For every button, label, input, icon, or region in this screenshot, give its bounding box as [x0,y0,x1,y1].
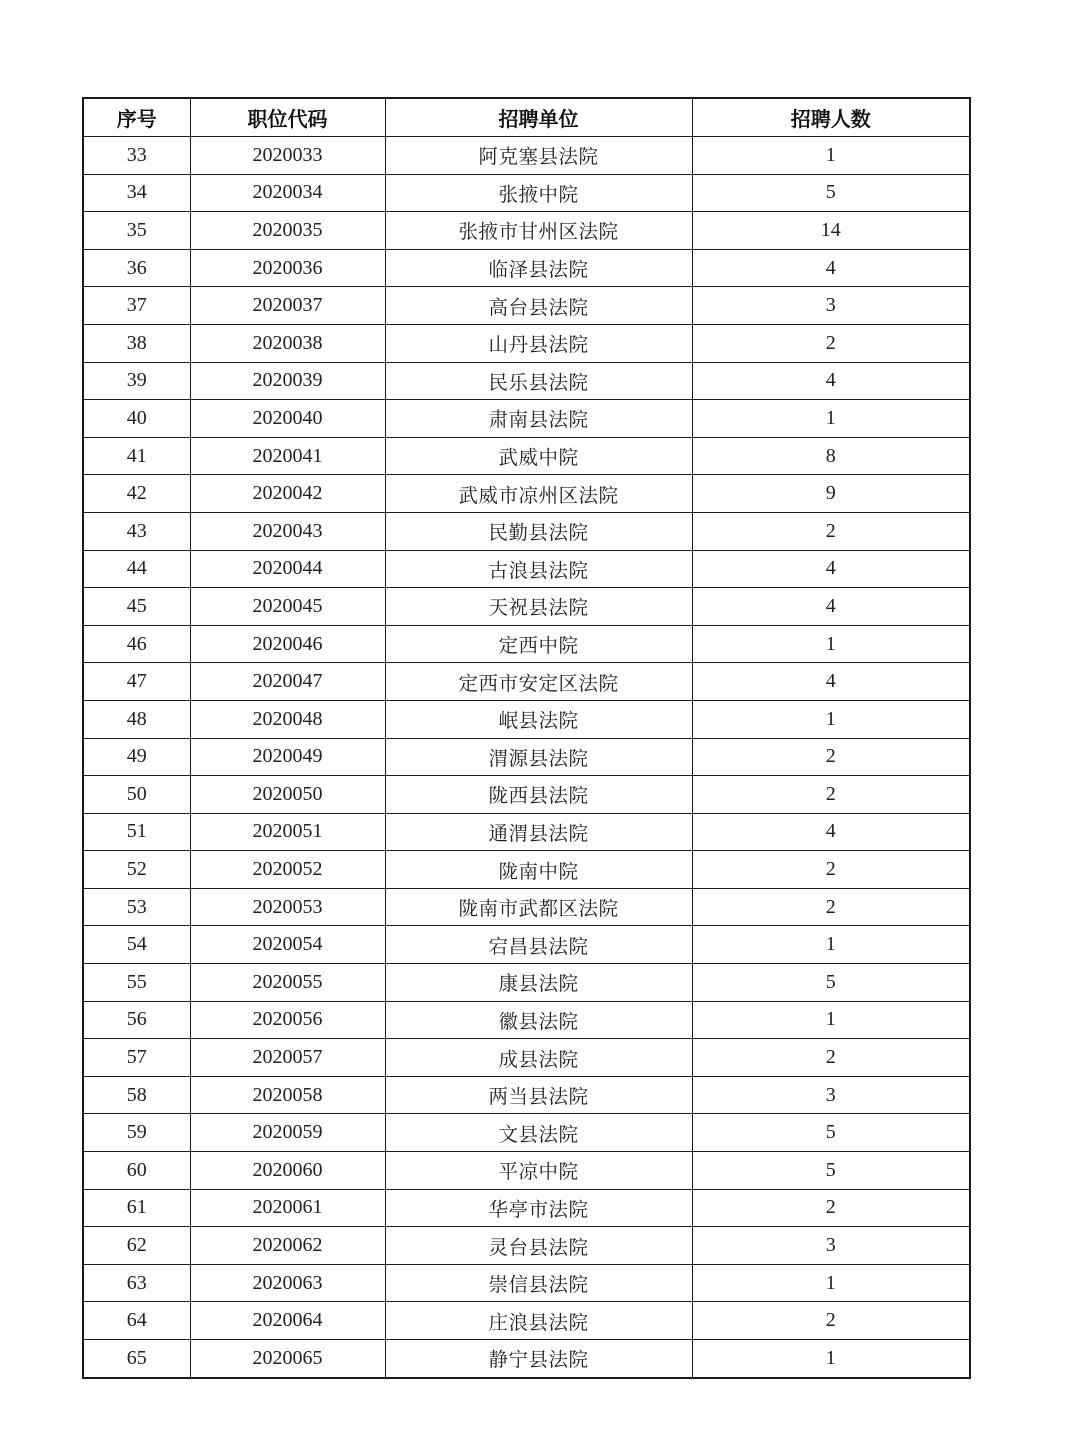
cell-position-code: 2020048 [190,700,385,738]
table-row [83,738,970,776]
cell-serial-number: 35 [83,212,190,250]
cell-serial-number: 54 [83,926,190,964]
cell-serial-number: 51 [83,813,190,851]
cell-recruit-count: 1 [692,625,970,663]
table-row [83,212,970,250]
cell-serial-number: 38 [83,324,190,362]
cell-position-code: 2020051 [190,813,385,851]
cell-serial-number: 40 [83,400,190,438]
table-row [83,1039,970,1077]
cell-recruiting-unit: 文县法院 [385,1114,692,1152]
header-recruit-count: 招聘人数 [692,98,970,137]
cell-serial-number: 59 [83,1114,190,1152]
cell-recruiting-unit: 张掖中院 [385,174,692,212]
cell-position-code: 2020034 [190,174,385,212]
cell-recruit-count: 1 [692,1340,970,1378]
cell-recruit-count: 5 [692,174,970,212]
cell-recruiting-unit: 宕昌县法院 [385,926,692,964]
cell-recruiting-unit: 静宁县法院 [385,1340,692,1378]
cell-recruit-count: 14 [692,212,970,250]
cell-serial-number: 63 [83,1264,190,1302]
cell-position-code: 2020063 [190,1264,385,1302]
cell-position-code: 2020065 [190,1340,385,1378]
cell-serial-number: 55 [83,964,190,1002]
cell-recruiting-unit: 陇西县法院 [385,776,692,814]
cell-position-code: 2020055 [190,964,385,1002]
cell-recruit-count: 2 [692,738,970,776]
table-row [83,700,970,738]
cell-recruiting-unit: 徽县法院 [385,1001,692,1039]
cell-position-code: 2020064 [190,1302,385,1340]
cell-recruit-count: 5 [692,1152,970,1190]
cell-recruiting-unit: 武威中院 [385,437,692,475]
cell-recruit-count: 9 [692,475,970,513]
cell-position-code: 2020052 [190,851,385,889]
cell-serial-number: 42 [83,475,190,513]
table-header [83,98,970,137]
cell-recruit-count: 4 [692,588,970,626]
table-row [83,663,970,701]
header-position-code: 职位代码 [190,98,385,137]
table-row [83,1152,970,1190]
header-recruiting-unit: 招聘单位 [385,98,692,137]
cell-recruiting-unit: 张掖市甘州区法院 [385,212,692,250]
cell-recruit-count: 4 [692,813,970,851]
table-body [83,137,970,1378]
cell-position-code: 2020049 [190,738,385,776]
cell-recruiting-unit: 灵台县法院 [385,1227,692,1265]
table-row [83,324,970,362]
cell-recruit-count: 8 [692,437,970,475]
cell-recruit-count: 2 [692,776,970,814]
table-row [83,362,970,400]
table-row [83,550,970,588]
table-row [83,1189,970,1227]
cell-recruiting-unit: 临泽县法院 [385,249,692,287]
table-row [83,249,970,287]
cell-serial-number: 52 [83,851,190,889]
cell-recruiting-unit: 民勤县法院 [385,512,692,550]
cell-recruiting-unit: 崇信县法院 [385,1264,692,1302]
cell-serial-number: 57 [83,1039,190,1077]
cell-position-code: 2020061 [190,1189,385,1227]
cell-recruit-count: 4 [692,362,970,400]
cell-recruiting-unit: 民乐县法院 [385,362,692,400]
cell-position-code: 2020040 [190,400,385,438]
cell-recruit-count: 3 [692,1227,970,1265]
cell-recruit-count: 5 [692,964,970,1002]
cell-recruiting-unit: 两当县法院 [385,1076,692,1114]
table-row [83,1340,970,1378]
cell-recruit-count: 3 [692,1076,970,1114]
cell-position-code: 2020037 [190,287,385,325]
cell-serial-number: 49 [83,738,190,776]
table-row [83,776,970,814]
cell-position-code: 2020057 [190,1039,385,1077]
table-row [83,1302,970,1340]
table-row [83,400,970,438]
cell-recruit-count: 3 [692,287,970,325]
cell-serial-number: 62 [83,1227,190,1265]
cell-position-code: 2020041 [190,437,385,475]
table-row [83,588,970,626]
cell-serial-number: 60 [83,1152,190,1190]
cell-serial-number: 34 [83,174,190,212]
table-row [83,1076,970,1114]
cell-recruiting-unit: 古浪县法院 [385,550,692,588]
table-row [83,475,970,513]
cell-serial-number: 36 [83,249,190,287]
cell-recruit-count: 1 [692,1264,970,1302]
cell-serial-number: 43 [83,512,190,550]
cell-recruit-count: 1 [692,1001,970,1039]
cell-recruiting-unit: 渭源县法院 [385,738,692,776]
cell-position-code: 2020054 [190,926,385,964]
cell-recruiting-unit: 肃南县法院 [385,400,692,438]
header-serial-number: 序号 [83,98,190,137]
cell-recruiting-unit: 高台县法院 [385,287,692,325]
table-row [83,888,970,926]
table-row [83,1264,970,1302]
table-row [83,512,970,550]
cell-recruiting-unit: 庄浪县法院 [385,1302,692,1340]
cell-serial-number: 39 [83,362,190,400]
cell-recruit-count: 4 [692,249,970,287]
cell-recruiting-unit: 定西中院 [385,625,692,663]
cell-serial-number: 45 [83,588,190,626]
cell-serial-number: 33 [83,137,190,175]
cell-recruiting-unit: 华亭市法院 [385,1189,692,1227]
table-row [83,1001,970,1039]
cell-recruiting-unit: 定西市安定区法院 [385,663,692,701]
recruitment-table [82,97,971,1379]
cell-serial-number: 47 [83,663,190,701]
table-row [83,174,970,212]
cell-position-code: 2020039 [190,362,385,400]
table-row [83,813,970,851]
cell-serial-number: 65 [83,1340,190,1378]
cell-recruiting-unit: 武威市凉州区法院 [385,475,692,513]
cell-serial-number: 37 [83,287,190,325]
cell-serial-number: 56 [83,1001,190,1039]
cell-recruiting-unit: 山丹县法院 [385,324,692,362]
cell-serial-number: 48 [83,700,190,738]
cell-recruit-count: 2 [692,851,970,889]
cell-recruit-count: 2 [692,888,970,926]
table-row [83,964,970,1002]
cell-recruiting-unit: 通渭县法院 [385,813,692,851]
cell-position-code: 2020053 [190,888,385,926]
cell-position-code: 2020050 [190,776,385,814]
cell-recruit-count: 1 [692,926,970,964]
cell-recruit-count: 2 [692,1189,970,1227]
cell-position-code: 2020044 [190,550,385,588]
cell-recruit-count: 2 [692,324,970,362]
cell-recruit-count: 4 [692,550,970,588]
cell-position-code: 2020045 [190,588,385,626]
cell-position-code: 2020060 [190,1152,385,1190]
cell-serial-number: 53 [83,888,190,926]
cell-position-code: 2020062 [190,1227,385,1265]
cell-position-code: 2020056 [190,1001,385,1039]
cell-position-code: 2020036 [190,249,385,287]
cell-recruit-count: 1 [692,400,970,438]
table-row [83,926,970,964]
cell-position-code: 2020033 [190,137,385,175]
cell-position-code: 2020059 [190,1114,385,1152]
table-row [83,851,970,889]
cell-serial-number: 44 [83,550,190,588]
recruitment-table-container [82,97,969,1379]
cell-recruit-count: 4 [692,663,970,701]
cell-position-code: 2020038 [190,324,385,362]
cell-recruiting-unit: 阿克塞县法院 [385,137,692,175]
cell-recruiting-unit: 康县法院 [385,964,692,1002]
cell-position-code: 2020058 [190,1076,385,1114]
table-row [83,625,970,663]
table-row [83,1114,970,1152]
cell-position-code: 2020042 [190,475,385,513]
cell-recruit-count: 2 [692,1302,970,1340]
cell-recruiting-unit: 陇南中院 [385,851,692,889]
cell-serial-number: 61 [83,1189,190,1227]
cell-serial-number: 46 [83,625,190,663]
cell-serial-number: 64 [83,1302,190,1340]
cell-recruiting-unit: 天祝县法院 [385,588,692,626]
cell-serial-number: 50 [83,776,190,814]
cell-serial-number: 58 [83,1076,190,1114]
cell-recruiting-unit: 岷县法院 [385,700,692,738]
cell-position-code: 2020047 [190,663,385,701]
cell-position-code: 2020046 [190,625,385,663]
table-row [83,287,970,325]
cell-recruiting-unit: 陇南市武都区法院 [385,888,692,926]
cell-position-code: 2020043 [190,512,385,550]
cell-recruiting-unit: 成县法院 [385,1039,692,1077]
table-row [83,1227,970,1265]
cell-serial-number: 41 [83,437,190,475]
cell-recruit-count: 5 [692,1114,970,1152]
cell-position-code: 2020035 [190,212,385,250]
header-row [83,98,970,137]
table-row [83,137,970,175]
cell-recruit-count: 1 [692,700,970,738]
cell-recruit-count: 1 [692,137,970,175]
cell-recruit-count: 2 [692,1039,970,1077]
table-row [83,437,970,475]
cell-recruiting-unit: 平凉中院 [385,1152,692,1190]
cell-recruit-count: 2 [692,512,970,550]
